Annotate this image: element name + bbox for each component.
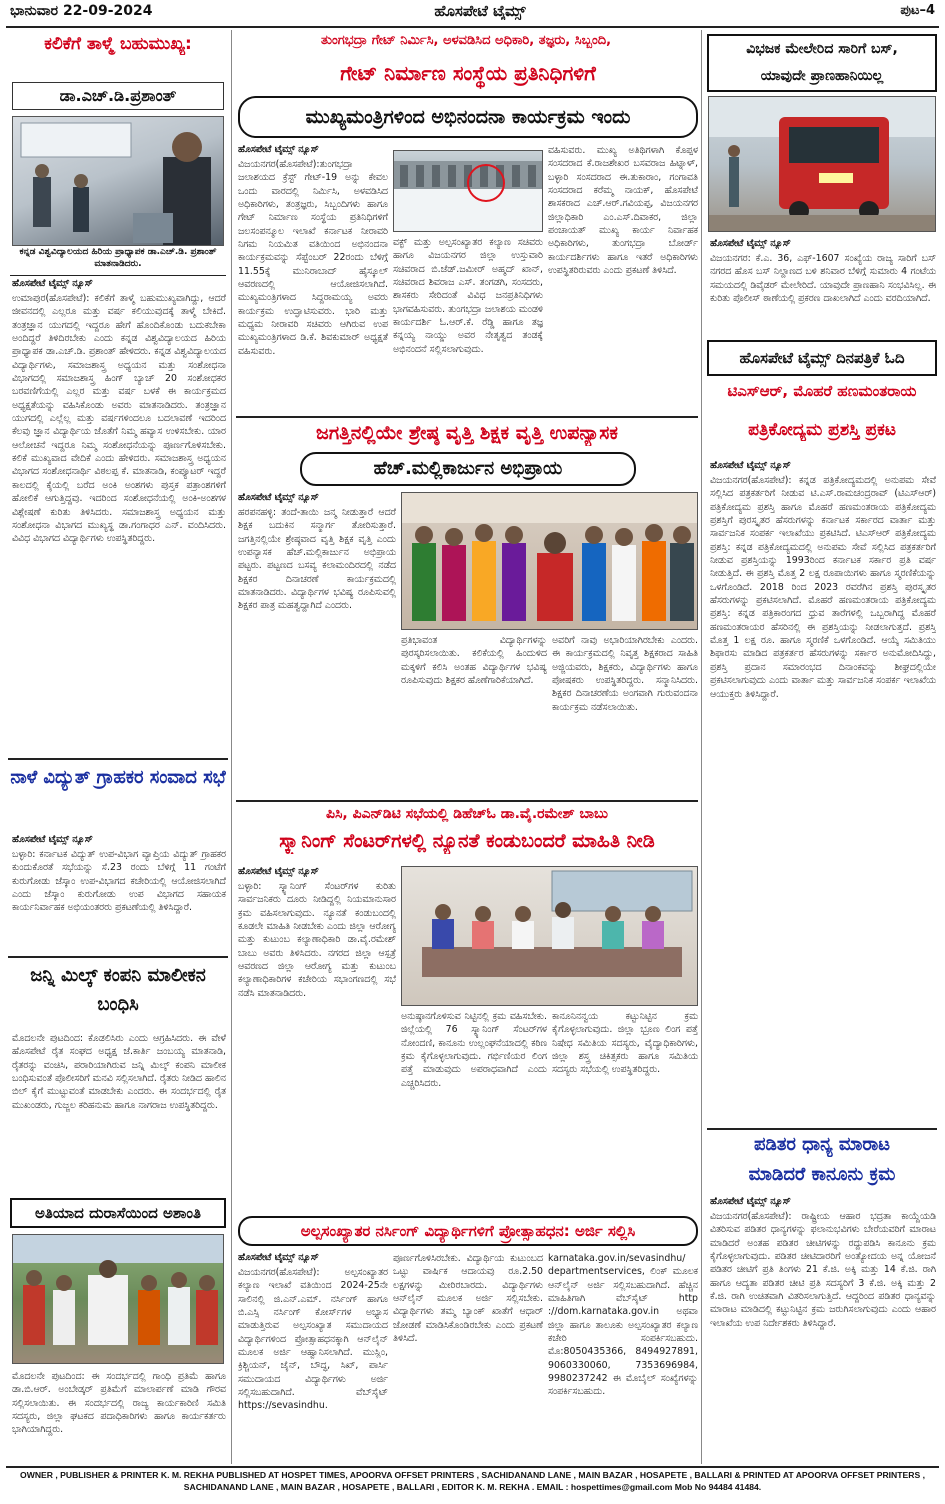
footer-line2: SACHIDANAND LANE , MAIN BAZAR , HOSAPETE , BALLARI , EDITOR K. M. REKHA . EMAIL : hospettimes@gmail.com Mob No 94484 41484. bbox=[183, 1482, 762, 1493]
col1-rule-c bbox=[8, 956, 228, 958]
masthead-paper: ಹೊಸಪೇಟೆ ಟೈಮ್ಸ್ bbox=[434, 2, 526, 20]
col2-b1-title1-banner bbox=[238, 56, 698, 92]
column-rule-1 bbox=[231, 30, 232, 1464]
col3-c2-banner-text: ಹೊಸಪೇಟೆ ಟೈಮ್ಸ್ ದಿನಪತ್ರಿಕೆ ಓದಿ bbox=[739, 349, 905, 367]
teachers-day-photo-graphic bbox=[402, 493, 698, 630]
col1-rule-a bbox=[10, 275, 226, 276]
col1-a4-title: ಅತಿಯಾದ ದುರಾಸೆಯಿಂದ ಅಶಾಂತಿ bbox=[34, 1204, 202, 1222]
col2-b1-body-b: ವಕ್ಫ್ ಮತ್ತು ಅಲ್ಪಸಂಖ್ಯಾತರ ಕಲ್ಯಾಣ ಸಚಿವರು ಹಾಗೂ ವಿಜಯನಗರ ಜಿಲ್ಲಾ ಉಸ್ತುವಾರಿ ಸಚಿವರಾದ ಬಿ.ಜೆಡ್.ಜಮೀರ್ ಅಹ್ಮದ್ ಖಾನ್, ಸಚಿವರಾದ ಶಿವರಾಜ ಎಸ್. ತಂಗಡಗಿ, ಸಂಸದರು, ಶಾಸಕರು ಸೇರಿದಂತೆ ವಿವಿಧ ಜನಪ್ರತಿನಿಧಿಗಳು ಭಾಗವಹಿಸುವರು. ತುಂಗಭದ್ರಾ ಜಲಾಶಯ ಮಂಡಳಿ ಕಾರ್ಯದರ್ಶಿ ಓ.ಆರ್.ಕೆ. ರೆಡ್ಡಿ ಹಾಗೂ ತಜ್ಞ ಕನ್ನಯ್ಯ ನಾಯ್ಡು ಅವರ ನೇತೃತ್ವದ ತಂಡಕ್ಕೆ ಅಭಿನಂದನೆ ಸಲ್ಲಿಸಲಾಗುವುದು. bbox=[393, 237, 543, 355]
column-rule-2 bbox=[701, 30, 702, 1464]
col2-b3-title: ಸ್ಕ್ಯಾನಿಂಗ್ ಸೆಂಟರ್‌ಗಳಲ್ಲಿ ನ್ಯೂನತೆ ಕಂಡುಬಂದರೆ ಮಾಹಿತಿ ನೀಡಿ bbox=[279, 830, 655, 852]
masthead-page: ಪುಟ–4 bbox=[900, 3, 935, 18]
col2-b2-title1: ಜಗತ್ತಿನಲ್ಲಿಯೇ ಶ್ರೇಷ್ಠ ವೃತ್ತಿ ಶಿಕ್ಷಕ ವೃತ್ತಿ ಉಪನ್ಯಾಸಕ bbox=[316, 422, 618, 444]
col3-c3-body: ವಿಜಯನಗರ(ಹೊಸಪೇಟೆ): ಕನ್ನಡ ಪತ್ರಿಕೋದ್ಯಮದಲ್ಲಿ ಅನುಪಮ ಸೇವೆ ಸಲ್ಲಿಸಿದ ಪತ್ರಕರ್ತರಿಗೆ ನೀಡುವ ಟಿ.ಎಸ್.ರಾಮಚಂದ್ರರಾವ್ (ಟಿಎಸ್‌ಆರ್) ಪತ್ರಿಕೋದ್ಯಮ ಪ್ರಶಸ್ತಿ ಹಾಗೂ ಮೊಹರೆ ಹಣಮಂತರಾಯ ಪತ್ರಿಕೋದ್ಯಮ ಪ್ರಶಸ್ತಿಗೆ ಪುರಸ್ಕೃತರ ಹೆಸರುಗಳನ್ನು ಕರ್ನಾಟಕ ಸರ್ಕಾರದ ವಾರ್ತಾ ಮತ್ತು ಸಾರ್ವಜನಿಕ ಸಂಪರ್ಕ ಇಲಾಖೆಯು ಪ್ರಕಟಿಸಿದೆ. ಟಿಎಸ್‌ಆರ್ ಪತ್ರಿಕೋದ್ಯಮ ಪ್ರಶಸ್ತಿ: ಕನ್ನಡ ಪತ್ರಿಕೋದ್ಯಮದಲ್ಲಿ ಅನುಪಮ ಸೇವೆ ಸಲ್ಲಿಸಿದ ಪತ್ರಕರ್ತರಿಗೆ ನೀಡುವ ಪ್ರಶಸ್ತಿಯನ್ನು 1993ರಿಂದ ಕರ್ನಾಟಕ ಸರ್ಕಾರ ಪ್ರತಿ ವರ್ಷ ನೀಡುತ್ತಿದೆ. ಈ ಪ್ರಶಸ್ತಿ ಮೊತ್ತ 2 ಲಕ್ಷ ರೂಪಾಯಿಗಳು ಹಾಗೂ ಸ್ಮರಣಿಕೆಯನ್ನು ಒಳಗೊಂಡಿದೆ. 2018 ರಿಂದ 2023 ರವರೆಗಿನ ಪ್ರಶಸ್ತಿ ಪುರಸ್ಕೃತರ ಹೆಸರುಗಳನ್ನು ಪ್ರಕಟಿಸಲಾಗಿದೆ. ಮೊಹರೆ ಹಣಮಂತರಾಯ ಪತ್ರಿಕೋದ್ಯಮ ಪ್ರಶಸ್ತಿ: ಕನ್ನಡ ಪತ್ರಿಕಾರಂಗದ ಧ್ರುವ ತಾರೆಗಳಲ್ಲಿ ಒಬ್ಬರಾಗಿದ್ದ ಮೊಹರೆ ಹಣಮಂತರಾಯರ ಹೆಸರಿನಲ್ಲಿ ಈ ಪ್ರಶಸ್ತಿಯನ್ನು ನೀಡಲಾಗುತ್ತದೆ. ಪ್ರಶಸ್ತಿ ಮೊತ್ತ 1 ಲಕ್ಷ ರೂ. ಹಾಗೂ ಸ್ಮರಣಿಕೆ ಒಳಗೊಂಡಿದೆ. ಆಯ್ಕೆ ಸಮಿತಿಯು ಶಿಫಾರಸು ಮಾಡಿದ ಪತ್ರಕರ್ತರ ಹೆಸರುಗಳನ್ನು ಸರ್ಕಾರ ಅನುಮೋದಿಸಿದ್ದು, ಪ್ರಶಸ್ತಿ ಪ್ರದಾನ ಸಮಾರಂಭದ ದಿನಾಂಕವನ್ನು ಶೀಘ್ರದಲ್ಲಿಯೇ ಪ್ರಕಟಿಸಲಾಗುವುದು ಎಂದು ವಾರ್ತಾ ಮತ್ತು ಸಾರ್ವಜನಿಕ ಸಂಪರ್ಕ ಇಲಾಖೆಯ ಆಯುಕ್ತರು ತಿಳಿಸಿದ್ದಾರೆ. bbox=[710, 475, 936, 700]
col2-b1-kicker: ತುಂಗಭದ್ರಾ ಗೇಟ್ ನಿರ್ಮಿಸಿ, ಅಳವಡಿಸಿದ ಅಧಿಕಾರಿ, ತಜ್ಞರು, ಸಿಬ್ಬಂದಿ, bbox=[320, 33, 612, 48]
col2-b2-body-a: ಹರಪನಹಳ್ಳಿ: ತಂದೆ-ತಾಯಿ ಜನ್ಮ ನೀಡುತ್ತಾರೆ ಆದರೆ ಶಿಕ್ಷಕ ಬದುಕಿನ ಸನ್ಮಾರ್ಗ ತೋರಿಸುತ್ತಾರೆ. ಜಗತ್ತಿನಲ್ಲಿಯೇ ಶ್ರೇಷ್ಠವಾದ ವೃತ್ತಿ ಶಿಕ್ಷಕ ವೃತ್ತಿ ಎಂದು ಉಪನ್ಯಾಸಕ ಹೆಚ್.ಮಲ್ಲಿಕಾರ್ಜುನ ಅಭಿಪ್ರಾಯ ಪಟ್ಟರು. ಪಟ್ಟಣದ ಬಸವ್ಯ ಕಲಾಮಂದಿರದಲ್ಲಿ ನಡೆದ ಶಿಕ್ಷಕರ ದಿನಾಚರಣೆ ಕಾರ್ಯಕ್ರಮದಲ್ಲಿ ಮಾತನಾಡಿದರು. ವಿದ್ಯಾರ್ಥಿಗಳ ಭವಿಷ್ಯ ರೂಪಿಸುವಲ್ಲಿ ಶಿಕ್ಷಕರ ಪಾತ್ರ ಮಹತ್ವದ್ದಾಗಿದೆ ಎಂದರು. bbox=[238, 507, 396, 612]
col3-c3-title2: ಪತ್ರಿಕೋದ್ಯಮ ಪ್ರಶಸ್ತಿ ಪ್ರಕಟ bbox=[748, 420, 896, 440]
masthead-date: ಭಾನುವಾರ 22-09-2024 bbox=[10, 3, 153, 19]
col2-b1-title1: ಗೇಟ್ ನಿರ್ಮಾಣ ಸಂಸ್ಥೆಯ ಪ್ರತಿನಿಧಿಗಳಿಗೆ bbox=[340, 61, 596, 85]
col2-b3-body-b: ಅನುಷ್ಠಾನಗೊಳಿಸುವ ನಿಟ್ಟಿನಲ್ಲಿ ಕ್ರಮ ವಹಿಸಬೇಕು. ಜಿಲ್ಲೆಯಲ್ಲಿ 76 ಸ್ಕ್ಯಾನಿಂಗ್ ಸೆಂಟರ್‌ಗಳ ನೋಂದಣಿ, ಕಾನೂನು ಉಲ್ಲಂಘನೆಯಾದಲ್ಲಿ ಕಠಿಣ ಕ್ರಮ ಕೈಗೊಳ್ಳಲಾಗುವುದು. ಗರ್ಭಿಣಿಯರ ಲಿಂಗ ಪತ್ತೆ ಮಾಡುವುದು ಅಪರಾಧವಾಗಿದೆ ಎಂದು ಎಚ್ಚರಿಸಿದರು. bbox=[401, 1011, 547, 1089]
col2-b4-byline: ಹೊಸಪೇಟೆ ಟೈಮ್ಸ್ ನ್ಯೂಸ್ bbox=[238, 1252, 319, 1263]
col1-a1-subtitle-box bbox=[12, 82, 224, 110]
col2-b4-body-a: ವಿಜಯನಗರ(ಹೊಸಪೇಟೆ): ಅಲ್ಪಸಂಖ್ಯಾತರ ಕಲ್ಯಾಣ ಇಲಾಖೆ ವತಿಯಿಂದ 2024-25ನೇ ಸಾಲಿನಲ್ಲಿ ಜಿ.ಎನ್.ಎಮ್. ನರ್ಸಿಂಗ್ ಹಾಗೂ ಬಿ.ಎಸ್ಸಿ ನರ್ಸಿಂಗ್ ಕೋರ್ಸ್‌ಗಳ ಅಭ್ಯಾಸ ಮಾಡುತ್ತಿರುವ ಅಲ್ಪಸಂಖ್ಯಾತ ಸಮುದಾಯದ ವಿದ್ಯಾರ್ಥಿಗಳಿಂದ ಪ್ರೋತ್ಸಾಹಧನಕ್ಕಾಗಿ ಆನ್‌ಲೈನ್ ಮೂಲಕ ಅರ್ಜಿ ಆಹ್ವಾನಿಸಲಾಗಿದೆ. ಮುಸ್ಲಿಂ, ಕ್ರಿಶ್ಚಿಯನ್, ಜೈನ್, ಬೌದ್ಧ, ಸಿಖ್, ಪಾರ್ಸಿ ಸಮುದಾಯದ ವಿದ್ಯಾರ್ಥಿಗಳು ಅರ್ಜಿ ಸಲ್ಲಿಸಬಹುದಾಗಿದೆ. ವೆಬ್‌ಸೈಟ್ https://sevasindhu. bbox=[238, 1267, 388, 1412]
col2-b4-title: ಅಲ್ಪಸಂಖ್ಯಾತರ ನರ್ಸಿಂಗ್ ವಿದ್ಯಾರ್ಥಿಗಳಿಗೆ ಪ್ರೋತ್ಸಾಹಧನ: ಅರ್ಜಿ ಸಲ್ಲಿಸಿ bbox=[300, 1222, 636, 1240]
col1-a4-title-box bbox=[10, 1198, 226, 1228]
footer-line1: OWNER , PUBLISHER & PRINTER K. M. REKHA PUBLISHED AT HOSPET TIMES, APOORVA OFFSET PRINTERS , SACHIDANAND LANE , MAIN BAZAR , HOSAPETE , BALLARI & PRINTED AT APOORVA OFFSET PRINTERS , bbox=[20, 1470, 925, 1480]
col2-b1-title2-box bbox=[238, 96, 698, 138]
col2-b2-body-b: ಅವರಿಗೆ ನಾವು ಅಭಾರಿಯಾಗಿರಬೇಕು ಎಂದರು. ಈ ಕಾರ್ಯಕ್ರಮದಲ್ಲಿ ನಿವೃತ್ತ ಶಿಕ್ಷಕರಾದ ಸಾಹಿತಿ ಅಜ್ಜಿಯವರು, ಶಿಕ್ಷಕರು, ವಿದ್ಯಾರ್ಥಿಗಳು ಹಾಗೂ ಪೋಷಕರು ಉಪಸ್ಥಿತರಿದ್ದರು. ಸನ್ಮಾನಿಸಿದರು. ಶಿಕ್ಷಕರ ದಿನಾಚರಣೆಯ ಅಂಗವಾಗಿ ಗುರುವಂದನಾ ಕಾರ್ಯಕ್ರಮ ನಡೆಸಲಾಯಿತು. bbox=[552, 635, 698, 713]
masthead bbox=[0, 0, 945, 24]
col1-a3-title: ಜನ್ನಿ ಮಿಲ್ಕ್ ಕಂಪನಿ ಮಾಲೀಕನ ಬಂಧಿಸಿ bbox=[30, 965, 206, 1015]
col2-b2-title2: ಹೆಚ್.ಮಲ್ಲಿಕಾರ್ಜುನ ಅಭಿಪ್ರಾಯ bbox=[373, 458, 563, 479]
col3-c4-body: ವಿಜಯನಗರ(ಹೊಸಪೇಟೆ): ರಾಷ್ಟ್ರೀಯ ಆಹಾರ ಭದ್ರತಾ ಕಾಯ್ದೆಯಡಿ ವಿತರಿಸುವ ಪಡಿತರ ಧಾನ್ಯಗಳನ್ನು ಫಲಾನುಭವಿಗಳು ಬೇರೆಯವರಿಗೆ ಮಾರಾಟ ಮಾಡಿದರೆ ಅಂತಹ ಪಡಿತರ ಚೀಟಿಗಳನ್ನು ರದ್ದುಪಡಿಸಿ ಕಾನೂನು ಕ್ರಮ ಕೈಗೊಳ್ಳಲಾಗುವುದು. ಪಡಿತರ ಚೀಟಿದಾರರಿಗೆ ಅಂತ್ಯೋದಯ ಅನ್ನ ಯೋಜನೆ ಪಡಿತರ ಚೀಟಿಗೆ ಪ್ರತಿ ತಿಂಗಳು 21 ಕೆ.ಜಿ. ಅಕ್ಕಿ ಮತ್ತು 14 ಕೆ.ಜಿ. ರಾಗಿ ಹಾಗೂ ಆದ್ಯತಾ ಪಡಿತರ ಚೀಟಿ ಪ್ರತಿ ಸದಸ್ಯರಿಗೆ 3 ಕೆ.ಜಿ. ಅಕ್ಕಿ ಮತ್ತು 2 ಕೆ.ಜಿ. ರಾಗಿ ಉಚಿತವಾಗಿ ವಿತರಿಸಲಾಗುತ್ತಿದೆ. ಆದ್ದರಿಂದ ಪಡಿತರ ಧಾನ್ಯವನ್ನು ಮಾರಾಟ ಮಾಡಿದಲ್ಲಿ ಕಟ್ಟುನಿಟ್ಟಿನ ಕ್ರಮ ಜರುಗಿಸಲಾಗುವುದು ಎಂದು ಆಹಾರ ಇಲಾಖೆಯ ಉಪ ನಿರ್ದೇಶಕರು ತಿಳಿಸಿದ್ದಾರೆ. bbox=[710, 1211, 936, 1329]
col3-c1-title-box bbox=[707, 34, 937, 92]
meeting-photo-graphic bbox=[402, 867, 698, 1006]
col3-c1-byline: ಹೊಸಪೇಟೆ ಟೈಮ್ಸ್ ನ್ಯೂಸ್ bbox=[710, 238, 791, 249]
col2-rule-a bbox=[236, 416, 698, 418]
footer-rule bbox=[6, 1466, 939, 1468]
col2-b2-byline: ಹೊಸಪೇಟೆ ಟೈಮ್ಸ್ ನ್ಯೂಸ್ bbox=[238, 492, 319, 503]
col1-a1-subtitle: ಡಾ.ಎಚ್.ಡಿ.ಪ್ರಶಾಂತ್ bbox=[59, 86, 177, 105]
col2-b4-body-b: ಪೂರ್ಣಗೊಳಿಸಿರಬೇಕು. ವಿದ್ಯಾರ್ಥಿಯ ಕುಟುಂಬದ ಒಟ್ಟು ವಾರ್ಷಿಕ ಆದಾಯವು ರೂ.2.50 ಲಕ್ಷಗಳನ್ನು ಮೀರಿರಬಾರದು. ವಿದ್ಯಾರ್ಥಿಗಳು ಆನ್‌ಲೈನ್ ಮೂಲಕ ಅರ್ಜಿ ಸಲ್ಲಿಸಬೇಕು. ವಿದ್ಯಾರ್ಥಿಗಳು ತಮ್ಮ ಬ್ಯಾಂಕ್ ಖಾತೆಗೆ ಆಧಾರ್ ಜೋಡಣೆ ಮಾಡಿಸಿಕೊಂಡಿರಬೇಕು ಎಂದು ಪ್ರಕಟಣೆ ತಿಳಿಸಿದೆ. bbox=[393, 1253, 543, 1345]
lecture-photo-graphic bbox=[13, 117, 224, 246]
col3-c3-title1: ಟಿಎಸ್‌ಆರ್, ಮೊಹರೆ ಹಣಮಂತರಾಯ bbox=[727, 382, 917, 400]
bus-photo-graphic bbox=[709, 97, 936, 232]
col1-a1-title: ಕಲಿಕೆಗೆ ತಾಳ್ಮೆ ಬಹುಮುಖ್ಯ: bbox=[44, 34, 192, 54]
col3-c4-title1: ಪಡಿತರ ಧಾನ್ಯ ಮಾರಾಟ bbox=[753, 1134, 891, 1155]
col2-b2-photo bbox=[401, 492, 698, 630]
col2-b3-kicker: ಪಿಸಿ, ಪಿಎನ್‌ಡಿಟಿ ಸಭೆಯಲ್ಲಿ ಡಿಹೆಚ್‌ಓ ಡಾ.ವೈ.ರಮೇಶ್ ಬಾಬು bbox=[326, 806, 608, 822]
col3-c1-body: ವಿಜಯನಗರ: ಕೆ.ಎ. 36, ಎಫ್-1607 ಸಂಖ್ಯೆಯ ರಾಜ್ಯ ಸಾರಿಗೆ ಬಸ್ ನಗರದ ಹೊಸ ಬಸ್ ನಿಲ್ದಾಣದ ಬಳಿ ಶನಿವಾರ ಬೆಳಿಗ್ಗೆ ಸುಮಾರು 4 ಗಂಟೆಯ ಸಮಯದಲ್ಲಿ ಡಿವೈಡರ್ ಮೇಲೇರಿದೆ. ಯಾವುದೇ ಪ್ರಾಣಹಾನಿ ಸಂಭವಿಸಿಲ್ಲ. ಈ ಕುರಿತು ಪೊಲೀಸ್ ಠಾಣೆಯಲ್ಲಿ ಪ್ರಕರಣ ದಾಖಲಾಗಿದೆ ಎಂದು ವರದಿಯಾಗಿದೆ. bbox=[710, 253, 936, 305]
col1-a3-body: ಮೊದಲನೇ ಪುಟದಿಂದ: ಕೊಡಲಿಸಿರು ಎಂದು ಆಗ್ರಹಿಸಿದರು. ಈ ವೇಳೆ ಹೊಸಪೇಟೆ ರೈತ ಸಂಘದ ಅಧ್ಯಕ್ಷ ಜೆ.ಕಾರ್ತಿ ಜಂಬಯ್ಯ ಮಾತನಾಡಿ, ರೈತರನ್ನು ವಂಚಿಸಿ, ಪರಾರಿಯಾಗಿರುವ ಜನ್ನಿ ಮಿಲ್ಕ್ ಕಂಪನಿ ಮಾಲೀಕ ಬಂಧಿಸುವಂತೆ ಪೊಲೀಸರಿಗೆ ಮನವಿ ಸಲ್ಲಿಸಲಾಗಿದೆ. ರೈತರು ನೀಡಿದ ಹಾಲಿನ ಬಿಲ್ ಕೈಗೆ ಮುಟ್ಟುವಂತೆ ಮಾಡಬೇಕು ಎಂದರು. ಈ ಸಂದರ್ಭದಲ್ಲಿ ರೈತ ಮುಖಂಡರು, ಗುಜ್ಜಲ ಕರಿಹನುಮ ಹಾಗೂ ನಾಗರಾಜ ಉಪಸ್ಥಿತರಿದ್ದರು. bbox=[12, 1033, 226, 1111]
col2-b4-body-c: karnataka.gov.in/sevasindhu/ departmentservices, ಲಿಂಕ್ ಮೂಲಕ ಆನ್‌ಲೈನ್ ಅರ್ಜಿ ಸಲ್ಲಿಸಬಹುದಾಗಿದೆ. ಹೆಚ್ಚಿನ ಮಾಹಿತಿಗಾಗಿ ವೆಬ್‌ಸೈಟ್ http ://dom.karnataka.gov.in ಅಥವಾ ಜಿಲ್ಲಾ ಹಾಗೂ ತಾಲೂಕು ಅಲ್ಪಸಂಖ್ಯಾತರ ಕಲ್ಯಾಣ ಕಚೇರಿ ಸಂಪರ್ಕಿಸಬಹುದು. ಮೊ:8050435366, 8494927891, 9060330060, 7353696984, 9980237242 ಈ ಮೊಬೈಲ್ ಸಂಖ್ಯೆಗಳನ್ನು ಸಂಪರ್ಕಿಸಬಹುದು. bbox=[548, 1253, 698, 1398]
col2-b1-title2: ಮುಖ್ಯಮಂತ್ರಿಗಳಿಂದ ಅಭಿನಂದನಾ ಕಾರ್ಯಕ್ರಮ ಇಂದು bbox=[305, 106, 631, 128]
col3-c1-title1: ವಿಭಜಕ ಮೇಲೇರಿದ ಸಾರಿಗೆ ಬಸ್, bbox=[746, 41, 898, 57]
col2-b1-body-a: ವಿಜಯನಗರ(ಹೊಸಪೇಟೆ):ತುಂಗಭದ್ರಾ ಜಲಾಶಯದ ಕ್ರೆಸ್ಟ್ ಗೇಟ್-19 ಅನ್ನು ಕೇವಲ ಒಂದು ವಾರದಲ್ಲಿ ನಿರ್ಮಿಸಿ, ಅಳವಡಿಸಿದ ಅಧಿಕಾರಿಗಳು, ತಂತ್ರಜ್ಞರು, ಸಿಬ್ಬಂದಿಗಳು ಹಾಗೂ ಗೇಟ್ ನಿರ್ಮಾಣ ಸಂಸ್ಥೆಯ ಪ್ರತಿನಿಧಿಗಳಿಗೆ ಜಲಸಂಪನ್ಮೂಲ ಇಲಾಖೆ ಕರ್ನಾಟಕ ನೀರಾವರಿ ನಿಗಮ ನಿಯಮಿತ ವತಿಯಿಂದ ಅಭಿನಂದನಾ ಕಾರ್ಯಕ್ರಮವನ್ನು ಸೆಪ್ಟೆಂಬರ್ 22ರಂದು ಬೆಳಿಗ್ಗೆ 11.55ಕ್ಕೆ ಮುನಿರಾಬಾದ್ ಹೈಸ್ಕೂಲ್ ಆವರಣದಲ್ಲಿ ಆಯೋಜಿಸಲಾಗಿದೆ. ಮುಖ್ಯಮಂತ್ರಿಗಳಾದ ಸಿದ್ದರಾಮಯ್ಯ ಅವರು ಕಾರ್ಯಕ್ರಮ ಉದ್ಘಾಟಿಸುವರು. ಭಾರಿ ಮತ್ತು ಮಧ್ಯಮ ನೀರಾವರಿ ಸಚಿವರು ಆಗಿರುವ ಉಪ ಮುಖ್ಯಮಂತ್ರಿಗಳಾದ ಡಿ.ಕೆ. ಶಿವಕುಮಾರ್ ಅಧ್ಯಕ್ಷತೆ ವಹಿಸುವರು. bbox=[238, 159, 388, 357]
col3-rule-a bbox=[707, 1128, 937, 1130]
col2-b3-photo bbox=[401, 866, 698, 1006]
col1-a4-photo bbox=[12, 1234, 224, 1364]
col3-c4-byline: ಹೊಸಪೇಟೆ ಟೈಮ್ಸ್ ನ್ಯೂಸ್ bbox=[710, 1196, 791, 1207]
col1-a2-body: ಬಳ್ಳಾರಿ: ಕರ್ನಾಟಕ ವಿದ್ಯುತ್ ಉಪ-ವಿಭಾಗ ವ್ಯಾಪ್ತಿಯ ವಿದ್ಯುತ್ ಗ್ರಾಹಕರ ಕುಂದುಕೊರತೆ ಸಭೆಯನ್ನು ಸೆ.23 ರಂದು ಬೆಳಿಗ್ಗೆ 11 ಗಂಟೆಗೆ ಕುರುಗೋಡು ಜೆಸ್ಕಾಂ ಉಪ-ವಿಭಾಗದ ಕಚೇರಿಯಲ್ಲಿ ಆಯೋಜಿಸಲಾಗಿದೆ ಎಂದು ಜೆಸ್ಕಾಂ ಕುರುಗೋಡು ಉಪ ವಿಭಾಗದ ಸಹಾಯಕ ಕಾರ್ಯನಿರ್ವಾಹಕ ಅಭಿಯಂತರರು ಪ್ರಕಟಣೆಯಲ್ಲಿ ತಿಳಿಸಿದ್ದಾರೆ. bbox=[12, 849, 226, 914]
col2-b2-title2-box bbox=[300, 452, 636, 486]
col1-a1-byline: ಹೊಸಪೇಟೆ ಟೈಮ್ಸ್ ನ್ಯೂಸ್ bbox=[12, 278, 93, 289]
col3-c4-title2: ಮಾಡಿದರೆ ಕಾನೂನು ಕ್ರಮ bbox=[748, 1164, 896, 1185]
col1-a4-body: ಮೊದಲನೇ ಪುಟದಿಂದ: ಈ ಸಂದರ್ಭದಲ್ಲಿ ಗಾಂಧಿ ಪ್ರತಿಮೆ ಹಾಗೂ ಡಾ.ಬಿ.ಆರ್. ಅಂಬೇಡ್ಕರ್ ಪ್ರತಿಮೆಗೆ ಮಾಲಾರ್ಪಣೆ ಮಾಡಿ ಗೌರವ ಸಲ್ಲಿಸಲಾಯಿತು. ಈ ಸಂದರ್ಭದಲ್ಲಿ ರಾಜ್ಯ ಕಾರ್ಯಕಾರಿಣಿ ಸಮಿತಿ ಸದಸ್ಯರು, ಜಿಲ್ಲಾ ಘಟಕದ ಪದಾಧಿಕಾರಿಗಳು ಹಾಗೂ ಕಾರ್ಯಕರ್ತರು ಭಾಗಿಯಾಗಿದ್ದರು. bbox=[12, 1371, 226, 1436]
col3-c1-bus-photo bbox=[708, 96, 936, 232]
footer bbox=[6, 1469, 939, 1503]
col1-a1-photo bbox=[12, 116, 224, 246]
col2-b3-body-c: ಕಾನೂನಿನನ್ವಯ ಕಟ್ಟುನಿಟ್ಟಿನ ಕ್ರಮ ಕೈಗೊಳ್ಳಲಾಗುವುದು. ಜಿಲ್ಲಾ ಭ್ರೂಣ ಲಿಂಗ ಪತ್ತೆ ನಿಷೇಧ ಸಮಿತಿಯ ಸದಸ್ಯರು, ವೈದ್ಯಾಧಿಕಾರಿಗಳು, ಜಿಲ್ಲಾ ಶಸ್ತ್ರ ಚಿಕಿತ್ಸಕರು ಹಾಗೂ ಸಮಿತಿಯ ಸದಸ್ಯರು ಸಭೆಯಲ್ಲಿ ಉಪಸ್ಥಿತರಿದ್ದರು. bbox=[552, 1011, 698, 1076]
masthead-rule bbox=[6, 26, 939, 28]
col1-a1-body: ಉಮಾಪುರ(ಹೊಸಪೇಟೆ): ಕಲಿಕೆಗೆ ತಾಳ್ಮೆ ಬಹುಮುಖ್ಯವಾಗಿದ್ದು, ಆದರೆ ಜೀವನದಲ್ಲಿ ಎಲ್ಲರೂ ಮತ್ತು ವರ್ಷ ಕಲಿಯುವುದಕ್ಕೆ ತಾಳ್ಮೆ ಬೇಕಿದೆ. ತಂತ್ರಜ್ಞಾನ ಯುಗದಲ್ಲಿ ಇದ್ದರೂ ಹೇಗೆ ಹೊಂದಿಕೊಂಡು ಬದುಕಬೇಕಾ ಅಂದಿದ್ದರೆ ತಿಳಿದಿರಬೇಕು ಎಂದು ಕನ್ನಡ ವಿಶ್ವವಿದ್ಯಾಲಯದ ಹಿರಿಯ ಪ್ರಾಧ್ಯಾಪಕ ಡಾ.ಎಚ್.ಡಿ. ಪ್ರಶಾಂತ್ ಹೇಳಿದರು. ಕನ್ನಡ ವಿಶ್ವವಿದ್ಯಾಲಯದ ವಿದ್ಯಾರ್ಥಿಗಳು, ಸಮಾಜಶಾಸ್ತ್ರ ಅಧ್ಯಯನ ಮತ್ತು ಸಂಶೋಧನಾ ವಿಭಾಗದಲ್ಲಿ ಸಮಾಜಶಾಸ್ತ್ರ ಹಿಂಗ್ ಬ್ಯಾಚ್ 20 ಸಂಶೋಧಕರ ಬರವಣಿಗೆಯಲ್ಲಿ ಎಲ್ಲರ ಮತ್ತು ವರ್ಷ ಬಳಕೆ ಈ ಕಾರ್ಯಕ್ರಮದ ಅಧ್ಯಕ್ಷತೆಯನ್ನು ವಹಿಸಿಕೊಂಡು ಅವರು ಮಾತನಾಡಿದರು. ತಂತ್ರಜ್ಞಾನ ಯುಗದಲ್ಲಿ ಎಲ್ಲೆಲ್ಲ ಮತ್ತು ವರ್ಷಗಳಿಂದಲೂ ಬದಲಾವಣೆ ಇದರಿಂದ ಕೆಲವು ಜ್ಞಾನ ವಿದ್ಯಾರ್ಥಿಯ ಜೊತೆಗೆ ನಿಮ್ಮ ಹವ್ಯಾಸ ಉಳಿಸಬೇಕು. ಯಾರ ಆಲೋಚನೆ ಇದ್ದರೂ ನಿಮ್ಮ ಸಂಶೋಧನೆಯನ್ನು ಪೂರ್ಣಗೊಳಿಸಬೇಕು. ಕಲಿಕೆ ಮುಖ್ಯವಾದ ವೇದಿಕೆ ಎಂದು ಹೇಳಿದರು. ಸಮಾಜಶಾಸ್ತ್ರ ಅಧ್ಯಯನ ವಿಭಾಗದ ಸಂಶೋಧನಾರ್ಥಿ ವಿಠಲಪ್ಪ ಕೆ. ಮಾತನಾಡಿ, ಕಂಪ್ಯೂಟರ್ ಇದ್ದರೆ ಕಾಲದಲ್ಲಿ ಕೈಯಲ್ಲಿ ಬರೆದ ಅಂಕಿ ಅಂಶಗಳು ಪುಸ್ತಕ ಪತ್ರಾಂಶಗಳಿಗೆ ಹೋಲಿಕೆ ಆಗುತ್ತಿದ್ದವು. ಇದರಿಂದ ಸಂಶೋಧನೆಯಲ್ಲಿ ಅಂಕಿ-ಅಂಶಗಳ ವಿಶ್ಲೇಷಣೆ ಕುರಿತು ತಿಳಿಸಿದರು. ಸಮಾಜಶಾಸ್ತ್ರ ಅಧ್ಯಯನ ಮತ್ತು ಸಂಶೋಧನಾ ವಿಭಾಗದ ಮುಖ್ಯಸ್ಥ ಡಾ.ಗಂಗಾಧರ ಎನ್. ವಂದಿಸಿದರು. ವಿವಿಧ ವಿಭಾಗದ ವಿದ್ಯಾರ್ಥಿಗಳು ಉಪಸ್ಥಿತರಿದ್ದರು. bbox=[12, 293, 226, 545]
col1-a1-caption: ಕನ್ನಡ ವಿಶ್ವವಿದ್ಯಾಲಯದ ಹಿರಿಯ ಪ್ರಾಧ್ಯಾಪಕ ಡಾ.ಎಚ್.ಡಿ. ಪ್ರಶಾಂತ್ ಮಾತನಾಡಿದರು. bbox=[19, 247, 217, 269]
dam-gates-graphic bbox=[394, 151, 543, 232]
col2-b2-caption: ಪ್ರತಿಭಾವಂತ ವಿದ್ಯಾರ್ಥಿಗಳನ್ನು ಪುರಸ್ಕರಿಸಲಾಯಿತು. ಕಲಿಕೆಯಲ್ಲಿ ಹಿಂದುಳಿದ ಮಕ್ಕಳಿಗೆ ಕಲಿಸಿ ಅಂತಹ ವಿದ್ಯಾರ್ಥಿಗಳ ಭವಿಷ್ಯ ರೂಪಿಸುವುದು ಶಿಕ್ಷಕರ ಹೊಣೆಗಾರಿಕೆಯಾಗಿದೆ. bbox=[401, 635, 547, 687]
col2-b1-dam-photo bbox=[393, 150, 543, 232]
col2-b3-byline: ಹೊಸಪೇಟೆ ಟೈಮ್ಸ್ ನ್ಯೂಸ್ bbox=[238, 866, 319, 877]
col3-c1-title2: ಯಾವುದೇ ಪ್ರಾಣಹಾನಿಯಿಲ್ಲ bbox=[760, 68, 884, 84]
col2-b1-body-c: ವಹಿಸುವರು. ಮುಖ್ಯ ಅತಿಥಿಗಳಾಗಿ ಕೊಪ್ಪಳ ಸಂಸದರಾದ ಕೆ.ರಾಜಶೇಖರ ಬಸವರಾಜ ಹಿಟ್ನಾಳ್, ಬಳ್ಳಾರಿ ಸಂಸದರಾದ ಈ.ತುಕಾರಾಂ, ಗಂಗಾವತಿ ಸಂಸದರಾದ ಕರೆಮ್ಮ ನಾಯಕ್, ಹೊಸಪೇಟೆ ಶಾಸಕರಾದ ಎಚ್.ಆರ್.ಗವಿಯಪ್ಪ, ವಿಜಯನಗರ ಜಿಲ್ಲಾಧಿಕಾರಿ ಎಂ.ಎಸ್.ದಿವಾಕರ, ಜಿಲ್ಲಾ ಪಂಚಾಯತ್ ಮುಖ್ಯ ಕಾರ್ಯ ನಿರ್ವಾಹಕ ಅಧಿಕಾರಿಗಳು, ತುಂಗಭದ್ರಾ ಬೋರ್ಡ್ ಕಾರ್ಯದರ್ಶಿಗಳು ಹಾಗೂ ಇತರೆ ಅಧಿಕಾರಿಗಳು ಉಪಸ್ಥಿತರಿರುವರು ಎಂದು ಪ್ರಕಟಣೆ ತಿಳಿಸಿದೆ. bbox=[548, 145, 698, 277]
col1-rule-b bbox=[8, 758, 228, 760]
col3-c3-byline: ಹೊಸಪೇಟೆ ಟೈಮ್ಸ್ ನ್ಯೂಸ್ bbox=[710, 460, 791, 471]
col2-b3-body-a: ಬಳ್ಳಾರಿ: ಸ್ಕ್ಯಾನಿಂಗ್ ಸೆಂಟರ್‌ಗಳ ಕುರಿತು ಸಾರ್ವಜನಿಕರು ದೂರು ನೀಡಿದ್ದಲ್ಲಿ ನಿಯಮಾನುಸಾರ ಕ್ರಮ ವಹಿಸಲಾಗುವುದು. ನ್ಯೂನತೆ ಕಂಡುಬಂದಲ್ಲಿ ಕೂಡಲೇ ಮಾಹಿತಿ ನೀಡಬೇಕು ಎಂದು ಜಿಲ್ಲಾ ಆರೋಗ್ಯ ಮತ್ತು ಕುಟುಂಬ ಕಲ್ಯಾಣಾಧಿಕಾರಿ ಡಾ.ವೈ.ರಮೇಶ್ ಬಾಬು ಅವರು ತಿಳಿಸಿದರು. ನಗರದ ಜಿಲ್ಲಾ ಆಸ್ಪತ್ರೆ ಆವರಣದ ಜಿಲ್ಲಾ ಆರೋಗ್ಯ ಮತ್ತು ಕುಟುಂಬ ಕಲ್ಯಾಣಾಧಿಕಾರಿಗಳ ಕಚೇರಿಯ ಸಭಾಂಗಣದಲ್ಲಿ ಸಭೆ ನಡೆಸಿ ಮಾತನಾಡಿದರು. bbox=[238, 881, 396, 999]
col2-b1-byline: ಹೊಸಪೇಟೆ ಟೈಮ್ಸ್ ನ್ಯೂಸ್ bbox=[238, 144, 319, 155]
col3-c2-banner bbox=[707, 340, 937, 376]
col2-rule-b bbox=[236, 800, 698, 802]
col1-a2-byline: ಹೊಸಪೇಟೆ ಟೈಮ್ಸ್ ನ್ಯೂಸ್ bbox=[12, 834, 93, 845]
col2-b4-title-box bbox=[238, 1216, 698, 1246]
ceremony-photo-graphic bbox=[13, 1235, 224, 1364]
col1-a2-title: ನಾಳೆ ವಿದ್ಯುತ್ ಗ್ರಾಹಕರ ಸಂವಾದ ಸಭೆ bbox=[10, 767, 226, 788]
